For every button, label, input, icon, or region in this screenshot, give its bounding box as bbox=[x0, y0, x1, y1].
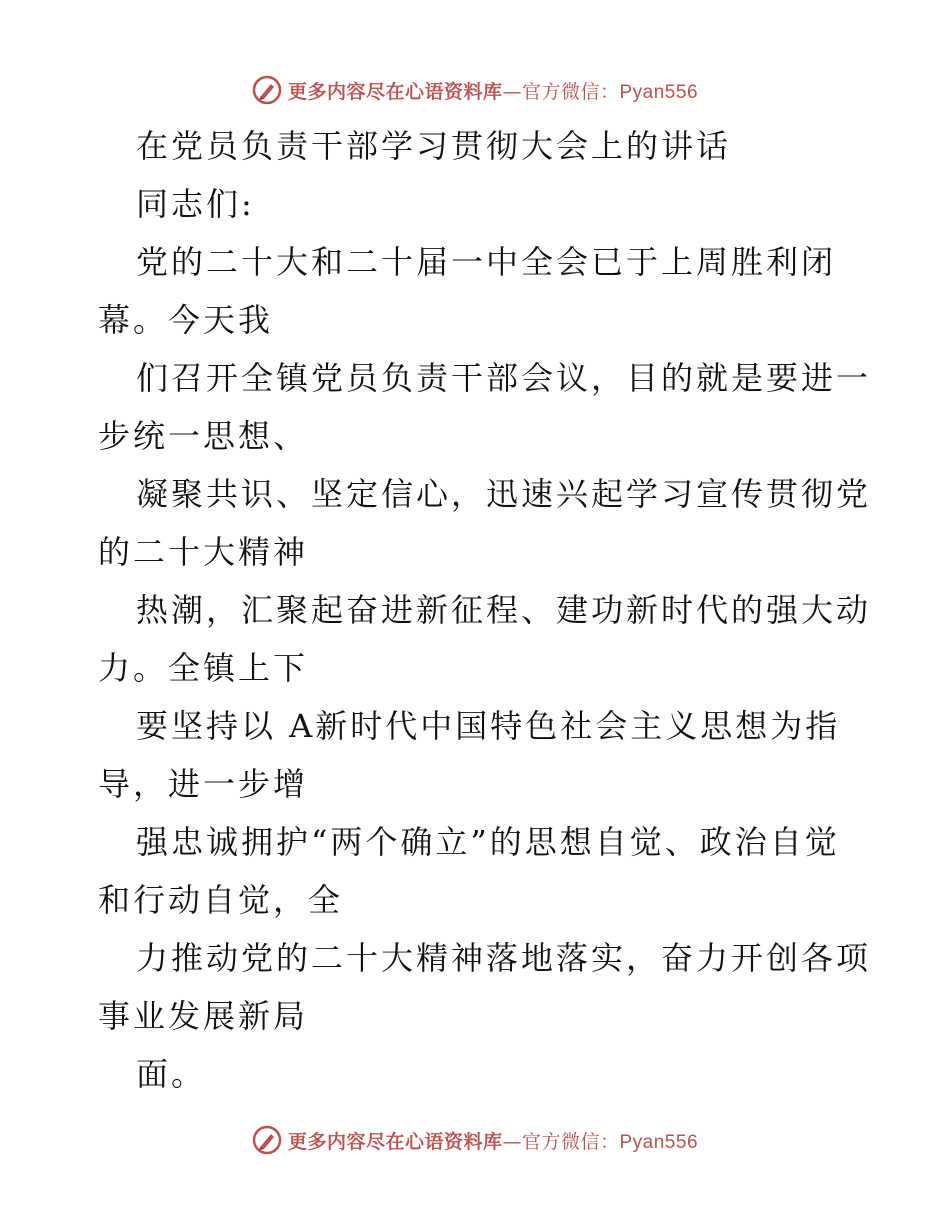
text-line: 凝聚共识、坚定信心，迅速兴起学习宣传贯彻党 bbox=[136, 475, 872, 513]
text-line: 要坚持以 A新时代中国特色社会主义思想为指 bbox=[136, 707, 841, 745]
header-banner bbox=[0, 70, 950, 110]
banner-main-text: 更多内容尽在心语资料库 bbox=[287, 1130, 503, 1153]
banner-separator: — bbox=[502, 1130, 522, 1153]
banner-text bbox=[288, 77, 698, 104]
banner-wechat-id: Pyan556 bbox=[619, 1131, 699, 1153]
text-line: 同志们: bbox=[136, 185, 255, 223]
document-title: 在党员负责干部学习贯彻大会上的讲话 bbox=[136, 127, 732, 165]
text-line: 力。全镇上下 bbox=[98, 649, 309, 687]
footer-banner bbox=[0, 1120, 950, 1160]
text-line: 强忠诚拥护“两个确立”的思想自觉、政治自觉 bbox=[136, 823, 840, 861]
banner-wechat-label: 官方微信： bbox=[521, 1130, 620, 1153]
text-line: 面。 bbox=[136, 1055, 207, 1093]
text-line: 党的二十大和二十届一中全会已于上周胜利闭 bbox=[136, 243, 837, 281]
banner-separator: — bbox=[502, 80, 522, 103]
banner-main-text: 更多内容尽在心语资料库 bbox=[287, 80, 503, 103]
banner-text bbox=[288, 1127, 698, 1154]
banner-wechat-label: 官方微信： bbox=[521, 80, 620, 103]
text-line: 幕。今天我 bbox=[98, 301, 274, 339]
text-line: 步统一思想、 bbox=[98, 417, 309, 455]
text-line: 导，进一步增 bbox=[98, 765, 309, 803]
banner-wechat-id: Pyan556 bbox=[619, 81, 699, 103]
text-line: 和行动自觉，全 bbox=[98, 881, 344, 919]
pen-circle-logo-icon bbox=[252, 1125, 282, 1155]
text-line: 力推动党的二十大精神落地落实，奋力开创各项 bbox=[136, 939, 872, 977]
text-line: 的二十大精神 bbox=[98, 533, 309, 571]
text-line: 们召开全镇党员负责干部会议，目的就是要进一 bbox=[136, 359, 872, 397]
text-line: 热潮，汇聚起奋进新征程、建功新时代的强大动 bbox=[136, 591, 872, 629]
pen-circle-logo-icon bbox=[252, 75, 282, 105]
text-line: 事业发展新局 bbox=[98, 997, 309, 1035]
